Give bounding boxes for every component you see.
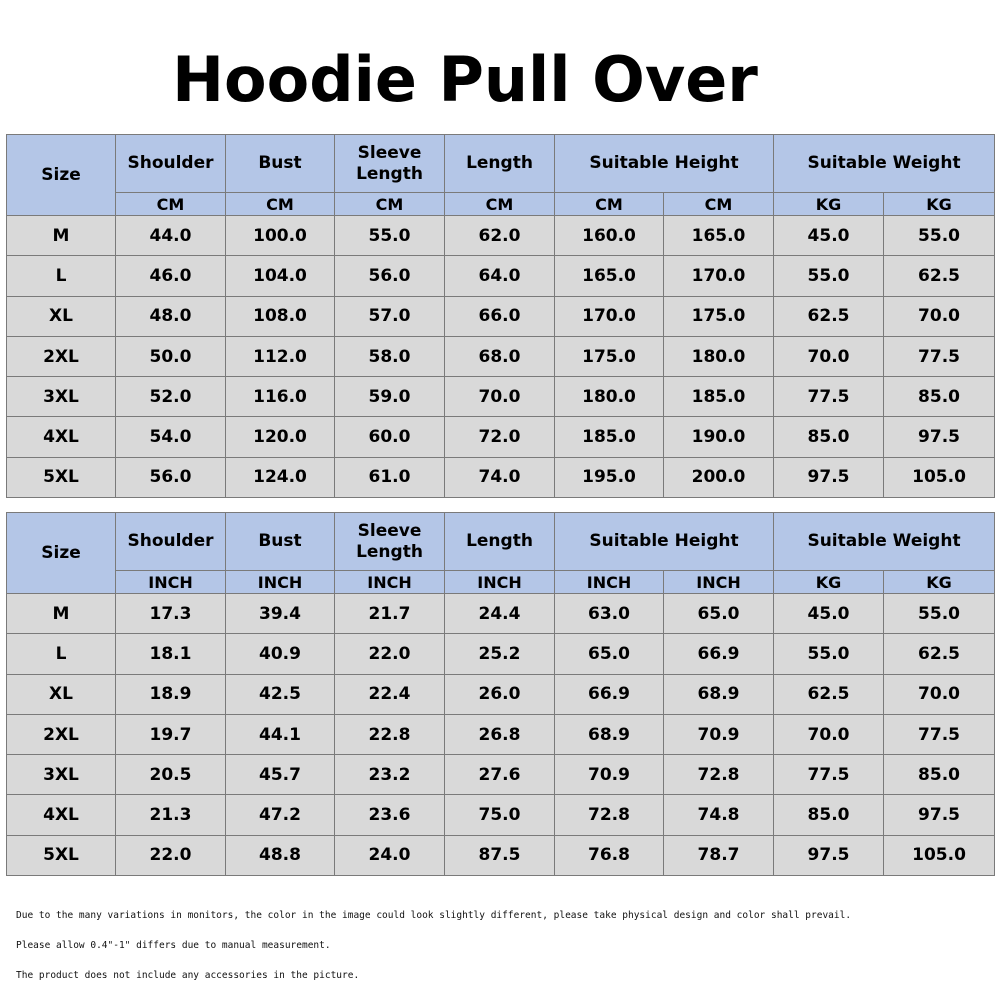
measurement-cell: 20.5 [116, 755, 226, 795]
measurement-cell: 46.0 [116, 256, 226, 296]
measurement-cell: 68.9 [664, 674, 774, 714]
measurement-cell: 100.0 [226, 216, 335, 256]
unit-cell: INCH [445, 571, 555, 594]
measurement-cell: 39.4 [226, 594, 335, 634]
measurement-cell: 27.6 [445, 755, 555, 795]
measurement-cell: 87.5 [445, 835, 555, 875]
header-shoulder: Shoulder [116, 513, 226, 571]
measurement-cell: 55.0 [774, 634, 884, 674]
measurement-cell: 190.0 [664, 417, 774, 457]
unit-cell: CM [226, 193, 335, 216]
measurement-cell: 40.9 [226, 634, 335, 674]
size-label-cell: M [7, 594, 116, 634]
unit-cell: INCH [335, 571, 445, 594]
measurement-cell: 77.5 [884, 336, 995, 376]
measurement-cell: 165.0 [555, 256, 664, 296]
measurement-cell: 120.0 [226, 417, 335, 457]
measurement-cell: 112.0 [226, 336, 335, 376]
size-table-inch [6, 512, 995, 876]
measurement-cell: 57.0 [335, 296, 445, 336]
unit-cell: KG [774, 193, 884, 216]
measurement-cell: 55.0 [774, 256, 884, 296]
header-suitable-weight: Suitable Weight [774, 513, 995, 571]
measurement-cell: 70.0 [774, 336, 884, 376]
measurement-cell: 62.5 [884, 634, 995, 674]
note-measurement: Please allow 0.4"-1" differs due to manual measurement. [16, 940, 331, 951]
measurement-cell: 56.0 [335, 256, 445, 296]
measurement-cell: 52.0 [116, 377, 226, 417]
measurement-cell: 47.2 [226, 795, 335, 835]
measurement-cell: 59.0 [335, 377, 445, 417]
table-row [7, 377, 995, 417]
table-row [7, 634, 995, 674]
measurement-cell: 185.0 [555, 417, 664, 457]
unit-cell: INCH [555, 571, 664, 594]
measurement-cell: 195.0 [555, 457, 664, 497]
header-size: Size [7, 513, 116, 594]
measurement-cell: 77.5 [774, 377, 884, 417]
measurement-cell: 45.7 [226, 755, 335, 795]
measurement-cell: 70.0 [884, 674, 995, 714]
measurement-cell: 62.5 [774, 674, 884, 714]
measurement-cell: 180.0 [664, 336, 774, 376]
unit-cell: CM [335, 193, 445, 216]
measurement-cell: 21.7 [335, 594, 445, 634]
measurement-cell: 56.0 [116, 457, 226, 497]
size-label-cell: 4XL [7, 795, 116, 835]
note-color: Due to the many variations in monitors, the color in the image could look slightly different, please take physical design and color shall prevail. [16, 910, 852, 921]
measurement-cell: 55.0 [884, 216, 995, 256]
measurement-cell: 62.5 [884, 256, 995, 296]
measurement-cell: 23.6 [335, 795, 445, 835]
measurement-cell: 48.0 [116, 296, 226, 336]
table-row [7, 336, 995, 376]
header-suitable-height: Suitable Height [555, 513, 774, 571]
measurement-cell: 65.0 [664, 594, 774, 634]
measurement-cell: 97.5 [884, 417, 995, 457]
measurement-cell: 74.0 [445, 457, 555, 497]
measurement-cell: 58.0 [335, 336, 445, 376]
header-sleeve-length: Sleeve Length [335, 135, 445, 193]
header-shoulder: Shoulder [116, 135, 226, 193]
measurement-cell: 44.1 [226, 714, 335, 754]
size-label-cell: 5XL [7, 835, 116, 875]
measurement-cell: 72.8 [664, 755, 774, 795]
measurement-cell: 185.0 [664, 377, 774, 417]
measurement-cell: 85.0 [774, 795, 884, 835]
measurement-cell: 21.3 [116, 795, 226, 835]
size-label-cell: 2XL [7, 714, 116, 754]
measurement-cell: 22.0 [116, 835, 226, 875]
measurement-cell: 42.5 [226, 674, 335, 714]
measurement-cell: 200.0 [664, 457, 774, 497]
table-row [7, 594, 995, 634]
size-table-cm [6, 134, 995, 498]
size-label-cell: XL [7, 674, 116, 714]
table-row [7, 256, 995, 296]
measurement-cell: 170.0 [664, 256, 774, 296]
page-title: Hoodie Pull Over [172, 43, 758, 116]
table-row [7, 755, 995, 795]
measurement-cell: 78.7 [664, 835, 774, 875]
measurement-cell: 48.8 [226, 835, 335, 875]
measurement-cell: 61.0 [335, 457, 445, 497]
measurement-cell: 85.0 [884, 377, 995, 417]
table-body [7, 594, 995, 876]
size-label-cell: M [7, 216, 116, 256]
measurement-cell: 26.0 [445, 674, 555, 714]
measurement-cell: 66.0 [445, 296, 555, 336]
measurement-cell: 64.0 [445, 256, 555, 296]
header-suitable-height: Suitable Height [555, 135, 774, 193]
measurement-cell: 17.3 [116, 594, 226, 634]
table-body [7, 216, 995, 498]
unit-cell: KG [884, 193, 995, 216]
size-label-cell: 3XL [7, 755, 116, 795]
size-label-cell: 4XL [7, 417, 116, 457]
measurement-cell: 160.0 [555, 216, 664, 256]
table-row [7, 674, 995, 714]
header-size: Size [7, 135, 116, 216]
unit-cell: INCH [116, 571, 226, 594]
measurement-cell: 72.0 [445, 417, 555, 457]
header-length: Length [445, 513, 555, 571]
measurement-cell: 70.0 [445, 377, 555, 417]
table-row [7, 417, 995, 457]
measurement-cell: 25.2 [445, 634, 555, 674]
measurement-cell: 55.0 [884, 594, 995, 634]
measurement-cell: 75.0 [445, 795, 555, 835]
unit-cell: CM [555, 193, 664, 216]
unit-cell: CM [445, 193, 555, 216]
units-row [7, 571, 995, 594]
size-label-cell: XL [7, 296, 116, 336]
measurement-cell: 175.0 [555, 336, 664, 376]
measurement-cell: 66.9 [664, 634, 774, 674]
measurement-cell: 104.0 [226, 256, 335, 296]
header-row [7, 135, 995, 193]
measurement-cell: 19.7 [116, 714, 226, 754]
measurement-cell: 85.0 [774, 417, 884, 457]
measurement-cell: 165.0 [664, 216, 774, 256]
measurement-cell: 22.0 [335, 634, 445, 674]
measurement-cell: 68.0 [445, 336, 555, 376]
measurement-cell: 77.5 [774, 755, 884, 795]
measurement-cell: 65.0 [555, 634, 664, 674]
measurement-cell: 24.4 [445, 594, 555, 634]
header-sleeve-length: Sleeve Length [335, 513, 445, 571]
measurement-cell: 26.8 [445, 714, 555, 754]
unit-cell: KG [774, 571, 884, 594]
measurement-cell: 108.0 [226, 296, 335, 336]
unit-cell: KG [884, 571, 995, 594]
measurement-cell: 45.0 [774, 594, 884, 634]
unit-cell: INCH [664, 571, 774, 594]
measurement-cell: 180.0 [555, 377, 664, 417]
note-accessories: The product does not include any accessories in the picture. [16, 970, 360, 981]
table-row [7, 216, 995, 256]
measurement-cell: 55.0 [335, 216, 445, 256]
measurement-cell: 72.8 [555, 795, 664, 835]
measurement-cell: 23.2 [335, 755, 445, 795]
header-bust: Bust [226, 513, 335, 571]
measurement-cell: 62.5 [774, 296, 884, 336]
measurement-cell: 77.5 [884, 714, 995, 754]
measurement-cell: 22.4 [335, 674, 445, 714]
measurement-cell: 97.5 [884, 795, 995, 835]
size-label-cell: 3XL [7, 377, 116, 417]
measurement-cell: 50.0 [116, 336, 226, 376]
size-label-cell: 5XL [7, 457, 116, 497]
size-label-cell: L [7, 634, 116, 674]
measurement-cell: 70.0 [884, 296, 995, 336]
table-row [7, 457, 995, 497]
measurement-cell: 85.0 [884, 755, 995, 795]
measurement-cell: 74.8 [664, 795, 774, 835]
measurement-cell: 124.0 [226, 457, 335, 497]
unit-cell: INCH [226, 571, 335, 594]
measurement-cell: 68.9 [555, 714, 664, 754]
table-row [7, 296, 995, 336]
measurement-cell: 70.9 [664, 714, 774, 754]
table-row [7, 835, 995, 875]
measurement-cell: 18.1 [116, 634, 226, 674]
measurement-cell: 175.0 [664, 296, 774, 336]
measurement-cell: 66.9 [555, 674, 664, 714]
size-label-cell: L [7, 256, 116, 296]
header-length: Length [445, 135, 555, 193]
measurement-cell: 105.0 [884, 835, 995, 875]
disclaimer-notes [16, 906, 986, 996]
measurement-cell: 45.0 [774, 216, 884, 256]
header-bust: Bust [226, 135, 335, 193]
measurement-cell: 70.9 [555, 755, 664, 795]
measurement-cell: 24.0 [335, 835, 445, 875]
measurement-cell: 97.5 [774, 457, 884, 497]
measurement-cell: 18.9 [116, 674, 226, 714]
table-row [7, 795, 995, 835]
units-row [7, 193, 995, 216]
measurement-cell: 63.0 [555, 594, 664, 634]
measurement-cell: 54.0 [116, 417, 226, 457]
measurement-cell: 22.8 [335, 714, 445, 754]
measurement-cell: 105.0 [884, 457, 995, 497]
header-row [7, 513, 995, 571]
unit-cell: CM [664, 193, 774, 216]
size-label-cell: 2XL [7, 336, 116, 376]
measurement-cell: 76.8 [555, 835, 664, 875]
measurement-cell: 116.0 [226, 377, 335, 417]
measurement-cell: 60.0 [335, 417, 445, 457]
table-row [7, 714, 995, 754]
measurement-cell: 97.5 [774, 835, 884, 875]
header-suitable-weight: Suitable Weight [774, 135, 995, 193]
unit-cell: CM [116, 193, 226, 216]
measurement-cell: 170.0 [555, 296, 664, 336]
measurement-cell: 70.0 [774, 714, 884, 754]
measurement-cell: 44.0 [116, 216, 226, 256]
measurement-cell: 62.0 [445, 216, 555, 256]
